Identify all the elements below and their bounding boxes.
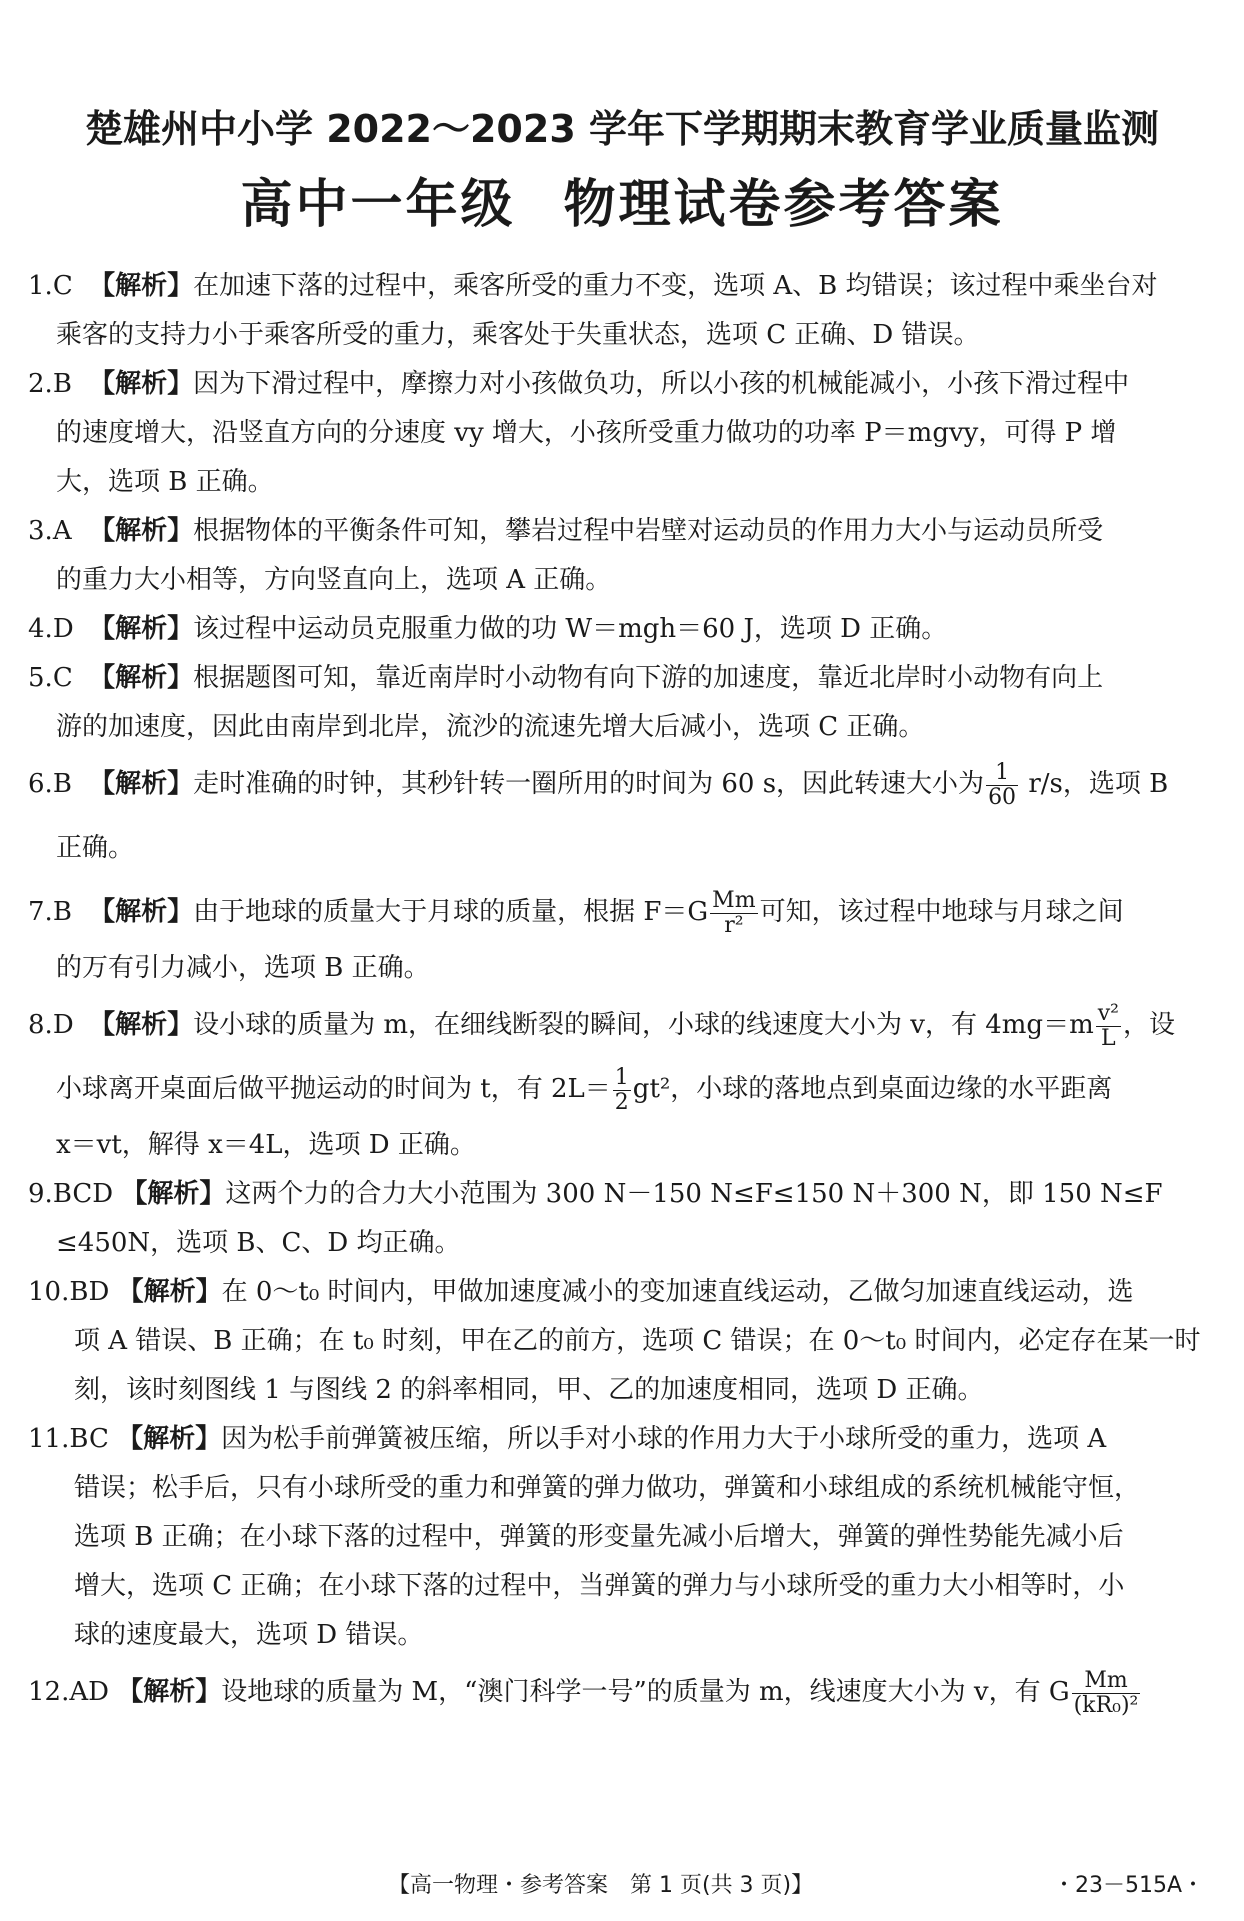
answer-item-7 [28,880,1218,993]
item-number: 9. [28,1179,53,1209]
fraction-denominator: 60 [988,784,1017,810]
fraction-denominator: (kR₀)² [1073,1692,1139,1718]
analysis-tag: 【解析】 [117,1277,222,1307]
item-text: 选项 B 正确；在小球下落的过程中，弹簧的形变量先减小后增大，弹簧的弹性势能先减小后 [74,1522,1124,1552]
answer-item-1 [28,262,1218,360]
fraction-denominator: r² [724,912,744,938]
item-text: 大，选项 B 正确。 [56,467,274,497]
subtitle-grade: 高中一年级 [240,175,516,235]
item-text: 该过程中运动员克服重力做的功 W＝mgh＝60 J，选项 D 正确。 [193,614,948,644]
item-number: 5. [28,663,53,693]
analysis-tag: 【解析】 [89,516,194,546]
answer-item-4 [28,605,1218,654]
item-text: ，设 [1122,1010,1175,1040]
item-text: 这两个力的合力大小范围为 300 N－150 N≤F≤150 N＋300 N，即 150 N≤F [225,1179,1163,1209]
answer-item-12 [28,1660,1218,1724]
item-text: 项 A 错误、B 正确；在 t₀ 时刻，甲在乙的前方，选项 C 错误；在 0～t₀ 时间内，必定存在某一时 [74,1326,1201,1356]
fraction-numerator: 1 [986,761,1018,786]
fraction-denominator: L [1101,1025,1116,1051]
fraction-numerator: Mm [1072,1669,1141,1694]
footer-code: ・23－515A・ [1052,1873,1204,1898]
answer-item-2 [28,360,1218,507]
item-text: 走时准确的时钟，其秒针转一圈所用的时间为 60 s，因此转速大小为 [193,769,985,799]
item-number: 3. [28,516,53,546]
item-text: 在加速下落的过程中，乘客所受的重力不变，选项 A、B 均错误；该过程中乘坐台对 [193,271,1158,301]
answer-item-10 [28,1268,1218,1415]
fraction [1072,1669,1141,1718]
analysis-tag: 【解析】 [89,769,194,799]
item-number: 6. [28,769,53,799]
item-text: r/s，选项 B [1020,769,1169,799]
item-text: 小球离开桌面后做平抛运动的时间为 t，有 2L＝ [56,1074,611,1104]
analysis-tag: 【解析】 [89,369,194,399]
item-text: 在 0～t₀ 时间内，甲做加速度减小的变加速直线运动，乙做匀加速直线运动，选 [221,1277,1134,1307]
item-text: 增大，选项 C 正确；在小球下落的过程中，当弹簧的弹力与小球所受的重力大小相等时，小 [74,1571,1125,1601]
item-answer: BCD [52,1179,114,1209]
answer-item-6 [28,752,1218,880]
item-answer: A [52,516,72,546]
item-text: 设小球的质量为 m，在细线断裂的瞬间，小球的线速度大小为 v，有 4mg＝m [193,1010,1094,1040]
item-text: 正确。 [56,833,135,863]
item-text: gt²，小球的落地点到桌面边缘的水平距离 [632,1074,1113,1104]
item-text: 游的加速度，因此由南岸到北岸，流沙的流速先增大后减小，选项 C 正确。 [56,712,925,742]
answer-item-8 [28,993,1218,1170]
page-subtitle [0,162,1244,237]
item-text: 根据题图可知，靠近南岸时小动物有向下游的加速度，靠近北岸时小动物有向上 [193,663,1104,693]
item-text: x＝vt，解得 x＝4L，选项 D 正确。 [56,1130,476,1160]
item-number: 2. [28,369,53,399]
item-text: 由于地球的质量大于月球的质量，根据 F＝G [193,897,709,927]
footer-page-info: 【高一物理・参考答案 第 1 页(共 3 页)】 [388,1873,814,1898]
analysis-tag: 【解析】 [89,897,194,927]
analysis-tag: 【解析】 [117,1424,222,1454]
item-text: 根据物体的平衡条件可知，攀岩过程中岩壁对运动员的作用力大小与运动员所受 [193,516,1104,546]
answer-list [28,262,1218,1724]
item-answer: D [52,614,74,644]
analysis-tag: 【解析】 [89,271,194,301]
item-number: 11. [28,1424,70,1454]
item-answer: B [52,897,72,927]
fraction-denominator: 2 [614,1089,629,1115]
subtitle-name: 物理试卷参考答案 [563,175,1004,235]
item-text: 可知，该过程中地球与月球之间 [759,897,1124,927]
fraction [710,889,757,938]
item-answer: BD [69,1277,110,1307]
item-answer: AD [69,1677,109,1707]
analysis-tag: 【解析】 [89,614,194,644]
fraction [613,1066,631,1115]
analysis-tag: 【解析】 [117,1677,222,1707]
item-answer: BC [69,1424,109,1454]
item-number: 10. [28,1277,70,1307]
item-answer: C [52,271,73,301]
item-answer: B [52,369,72,399]
item-answer: D [52,1010,74,1040]
item-number: 1. [28,271,53,301]
analysis-tag: 【解析】 [121,1179,226,1209]
item-text: 错误；松手后，只有小球所受的重力和弹簧的弹力做功，弹簧和小球组成的系统机械能守恒， [74,1473,1141,1503]
item-text: 设地球的质量为 M，“澳门科学一号”的质量为 m，线速度大小为 v，有 G [221,1677,1070,1707]
item-text: 乘客的支持力小于乘客所受的重力，乘客处于失重状态，选项 C 正确、D 错误。 [56,320,980,350]
item-text: 因为下滑过程中，摩擦力对小孩做负功，所以小孩的机械能减小，小孩下滑过程中 [193,369,1130,399]
fraction-numerator: Mm [712,887,756,913]
item-text: 的重力大小相等，方向竖直向上，选项 A 正确。 [56,565,612,595]
fraction [1096,1002,1121,1051]
item-number: 7. [28,897,53,927]
item-text: 因为松手前弹簧被压缩，所以手对小球的作用力大于小球所受的重力，选项 A [221,1424,1107,1454]
fraction [986,761,1018,810]
item-text: ≤450N，选项 B、C、D 均正确。 [56,1228,461,1258]
answer-item-5 [28,654,1218,752]
item-text: 的万有引力减小，选项 B 正确。 [56,953,430,983]
analysis-tag: 【解析】 [89,1010,194,1040]
answer-item-3 [28,507,1218,605]
answer-item-11 [28,1415,1218,1660]
analysis-tag: 【解析】 [89,663,194,693]
item-number: 12. [28,1677,70,1707]
item-number: 4. [28,614,53,644]
answer-item-9 [28,1170,1218,1268]
item-text: 的速度增大，沿竖直方向的分速度 vy 增大，小孩所受重力做功的功率 P＝mgvy，可得 P 增 [56,418,1117,448]
item-text: 刻，该时刻图线 1 与图线 2 的斜率相同，甲、乙的加速度相同，选项 D 正确。 [74,1375,984,1405]
fraction-numerator: v² [1097,1000,1119,1026]
fraction-numerator: 1 [614,1064,629,1090]
item-text: 球的速度最大，选项 D 错误。 [74,1620,424,1650]
item-answer: C [52,663,73,693]
item-number: 8. [28,1010,53,1040]
item-answer: B [52,769,72,799]
page-title: 楚雄州中小学 2022～2023 学年下学期期末教育学业质量监测 [85,107,1159,151]
